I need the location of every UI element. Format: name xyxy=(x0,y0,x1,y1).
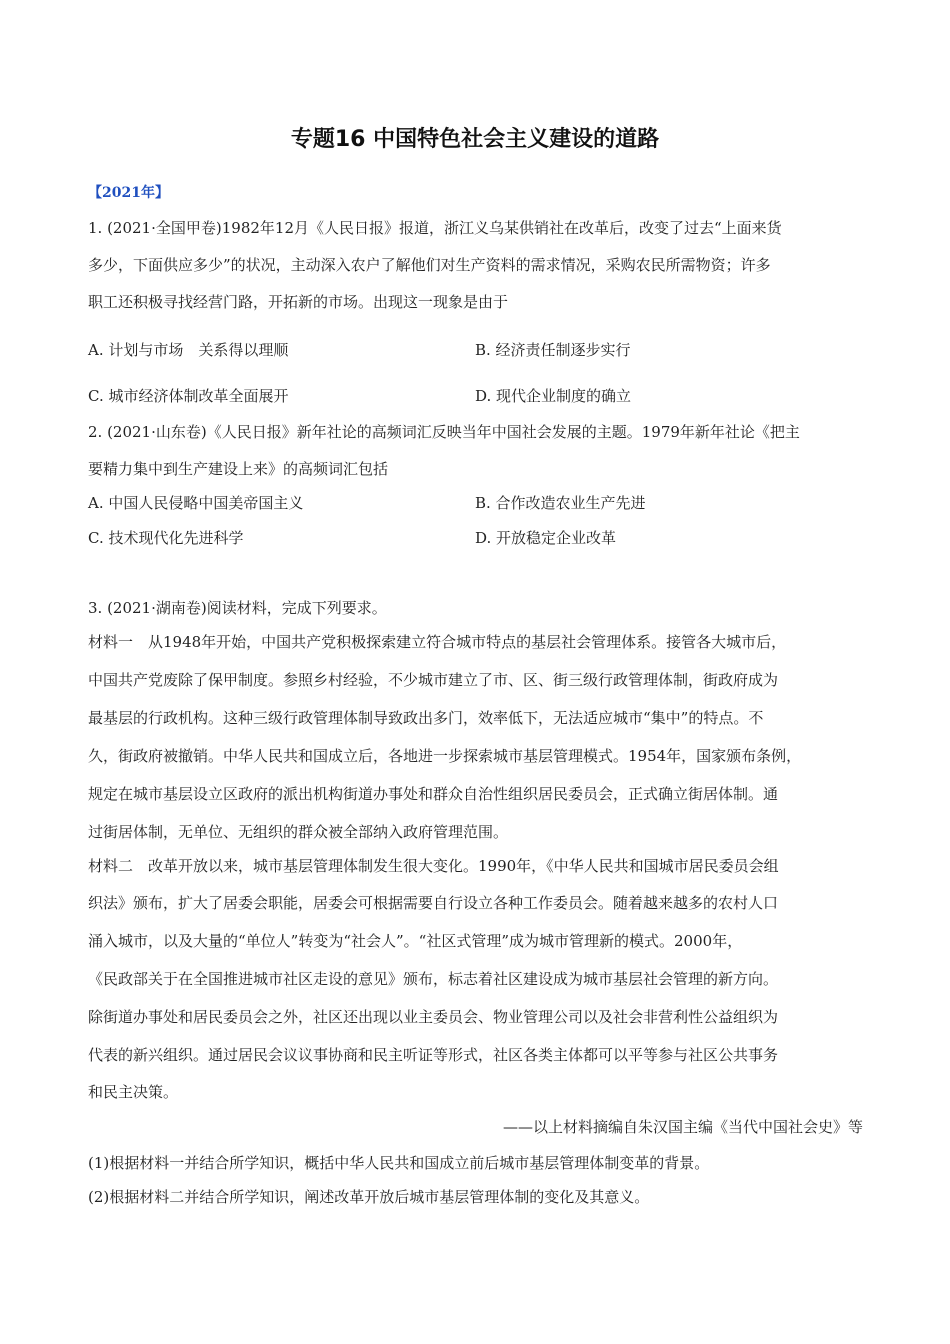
page-title: 专题16 中国特色社会主义建设的道路 xyxy=(290,127,660,152)
q3-line: 除街道办事处和居民委员会之外，社区还出现以业主委员会、物业管理公司以及社会非营利性公益组织为 xyxy=(88,1008,779,1026)
q3-line: 3. (2021·湖南卷)阅读材料，完成下列要求。 xyxy=(88,599,387,617)
q3-line: 织法》颁布，扩大了居委会职能，居委会可根据需要自行设立各种工作委员会。随着越来越多的农村人口 xyxy=(88,894,779,912)
q3-line: 《民政部关于在全国推进城市社区走设的意见》颁布，标志着社区建设成为城市基层社会管理的新方向。 xyxy=(88,970,779,988)
q1-line: 多少，下面供应多少”的状况，主动深入农户了解他们对生产资料的需求情况，采购农民所需物资；许多 xyxy=(88,256,771,274)
q2-option-a: A. 中国人民侵略中国美帝国主义 xyxy=(88,494,304,512)
q3-line: 涌入城市，以及大量的“单位人”转变为“社会人”。“社区式管理”成为城市管理新的模式。2000年， xyxy=(88,932,743,950)
q3-line: 材料二 改革开放以来，城市基层管理体制发生很大变化。1990年，《中华人民共和国城市居民委员会组 xyxy=(88,857,779,875)
q3-line: 中国共产党废除了保甲制度。参照乡村经验，不少城市建立了市、区、街三级行政管理体制，街政府成为 xyxy=(88,671,779,689)
q3-requirement-1: (1)根据材料一并结合所学知识，概括中华人民共和国成立前后城市基层管理体制变革的背景。 xyxy=(88,1154,710,1172)
q3-source: ——以上材料摘编自朱汉国主编《当代中国社会史》等 xyxy=(502,1118,863,1136)
q1-option-d: D. 现代企业制度的确立 xyxy=(475,387,632,405)
q3-requirement-2: (2)根据材料二并结合所学知识，阐述改革开放后城市基层管理体制的变化及其意义。 xyxy=(88,1188,650,1206)
q1-line: 1. (2021·全国甲卷)1982年12月《人民日报》报道，浙江义乌某供销社在改革后，改变了过去“上面来货 xyxy=(88,219,782,237)
q1-line: 职工还积极寻找经营门路，开拓新的市场。出现这一现象是由于 xyxy=(88,293,509,311)
q1-option-b: B. 经济责任制逐步实行 xyxy=(475,341,631,359)
q3-line: 规定在城市基层设立区政府的派出机构街道办事处和群众自治性组织居民委员会，正式确立街居体制。通 xyxy=(88,785,779,803)
q3-line: 最基层的行政机构。这种三级行政管理体制导致政出多门，效率低下，无法适应城市“集中”的特点。不 xyxy=(88,709,764,727)
q1-option-c: C. 城市经济体制改革全面展开 xyxy=(88,387,289,405)
q2-option-b: B. 合作改造农业生产先进 xyxy=(475,494,646,512)
q3-line: 代表的新兴组织。通过居民会议议事协商和民主听证等形式，社区各类主体都可以平等参与社区公共事务 xyxy=(88,1046,779,1064)
year-tag: 【2021年】 xyxy=(88,185,169,201)
q2-line: 要精力集中到生产建设上来》的高频词汇包括 xyxy=(88,460,389,478)
q2-line: 2. (2021·山东卷)《人民日报》新年社论的高频词汇反映当年中国社会发展的主题。1979年新年社论《把主 xyxy=(88,423,800,441)
q3-line: 久，街政府被撤销。中华人民共和国成立后，各地进一步探索城市基层管理模式。1954年，国家颁布条例， xyxy=(88,747,802,765)
q2-option-d: D. 开放稳定企业改革 xyxy=(475,529,617,547)
q2-option-c: C. 技术现代化先进科学 xyxy=(88,529,244,547)
q3-line: 过街居体制，无单位、无组织的群众被全部纳入政府管理范围。 xyxy=(88,823,509,841)
q3-line: 材料一 从1948年开始，中国共产党积极探索建立符合城市特点的基层社会管理体系。接管各大城市后， xyxy=(88,633,787,651)
q3-line: 和民主决策。 xyxy=(88,1083,179,1101)
q1-option-a: A. 计划与市场 关系得以理顺 xyxy=(88,341,289,359)
